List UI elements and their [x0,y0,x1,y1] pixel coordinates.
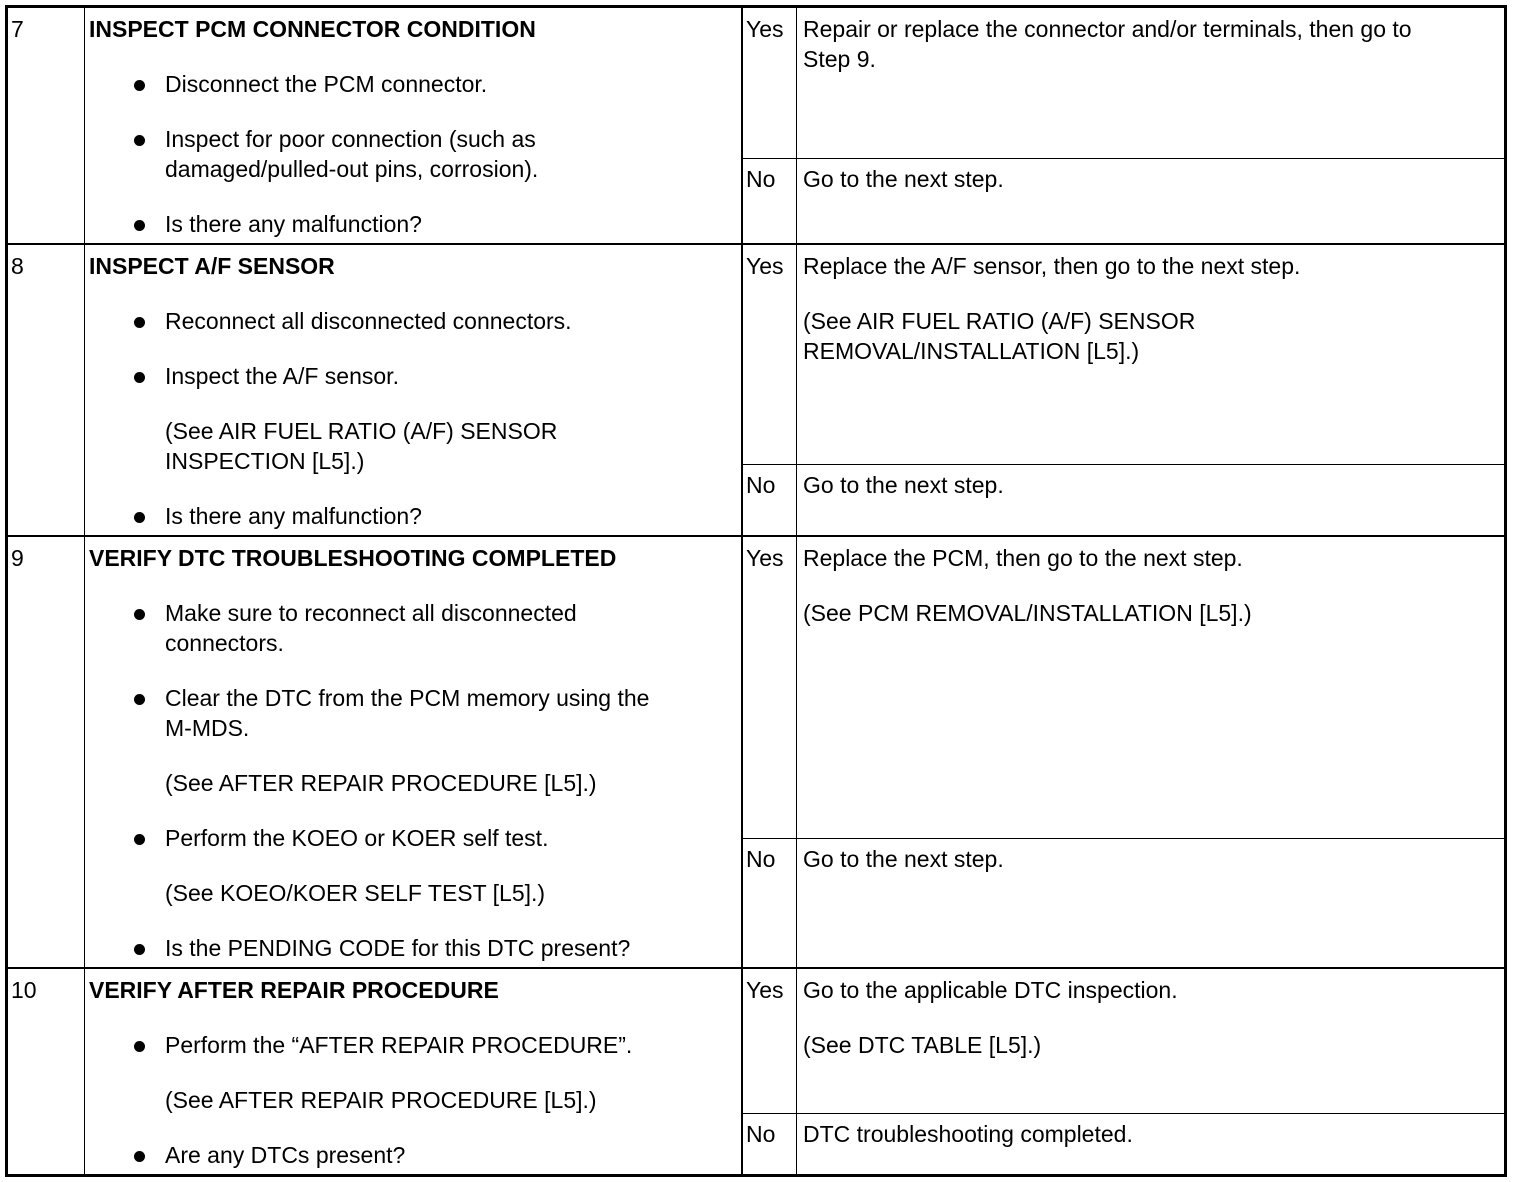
bullet-icon [134,944,145,955]
yes-action-line: Go to the applicable DTC inspection. [803,977,1178,1003]
yes-branch [743,969,1504,1114]
step-row [8,537,1504,969]
bullet-icon [134,317,145,328]
yes-action-line: Step 9. [803,46,876,72]
step-item-line: INSPECTION [L5].) [165,448,365,474]
answer-cell [743,969,1504,1174]
yes-branch [743,245,1504,465]
no-action-line: Go to the next step. [803,846,1004,872]
answer-cell [743,245,1504,535]
bullet-icon [134,1041,145,1052]
step-number: 8 [11,253,24,279]
step-item-line: M-MDS. [165,715,250,741]
step-item-line: Clear the DTC from the PCM memory using the [165,685,650,711]
step-item-line: Is there any malfunction? [165,503,422,529]
step-body-cell [85,245,743,535]
yes-branch [743,537,1504,839]
answer-cell [743,8,1504,243]
step-item-line: Inspect the A/F sensor. [165,363,399,389]
yes-label: Yes [746,16,784,42]
no-label: No [746,846,776,872]
step-item-line: connectors. [165,630,284,656]
no-branch [743,159,1504,243]
bullet-icon [134,135,145,146]
step-item-line: Disconnect the PCM connector. [165,71,488,97]
step-item-line: Is there any malfunction? [165,211,422,237]
no-label: No [746,472,776,498]
step-number: 10 [11,977,37,1003]
no-action-line: Go to the next step. [803,166,1004,192]
bullet-icon [134,80,145,91]
bullet-icon [134,609,145,620]
step-body-cell [85,8,743,243]
no-branch [743,839,1504,967]
step-number: 9 [11,545,24,571]
yes-label: Yes [746,977,784,1003]
step-body-cell [85,537,743,967]
answer-cell [743,537,1504,967]
bullet-icon [134,372,145,383]
no-branch [743,1114,1504,1174]
step-number-cell [8,245,85,535]
yes-action-line: Repair or replace the connector and/or terminals, then go to [803,16,1412,42]
step-number: 7 [11,16,24,42]
troubleshooting-table [5,5,1507,1177]
bullet-icon [134,512,145,523]
step-item-line: Perform the KOEO or KOER self test. [165,825,549,851]
no-action-line: DTC troubleshooting completed. [803,1121,1133,1147]
step-item-line: Inspect for poor connection (such as [165,126,536,152]
yes-label: Yes [746,545,784,571]
step-number-cell [8,969,85,1174]
step-body-cell [85,969,743,1174]
no-label: No [746,166,776,192]
bullet-icon [134,694,145,705]
step-title: INSPECT PCM CONNECTOR CONDITION [89,16,536,42]
step-item-line: damaged/pulled-out pins, corrosion). [165,156,539,182]
step-row [8,245,1504,537]
step-item-line: (See AFTER REPAIR PROCEDURE [L5].) [165,1087,597,1113]
yes-label: Yes [746,253,784,279]
bullet-icon [134,1151,145,1162]
step-number-cell [8,8,85,243]
no-action-line: Go to the next step. [803,472,1004,498]
step-item-line: Are any DTCs present? [165,1142,406,1168]
step-title: VERIFY DTC TROUBLESHOOTING COMPLETED [89,545,617,571]
step-row [8,969,1504,1174]
step-item-line: Reconnect all disconnected connectors. [165,308,572,334]
step-item-line: (See AFTER REPAIR PROCEDURE [L5].) [165,770,597,796]
yes-action-line: (See AIR FUEL RATIO (A/F) SENSOR [803,308,1196,334]
step-title: INSPECT A/F SENSOR [89,253,335,279]
step-item-line: (See KOEO/KOER SELF TEST [L5].) [165,880,546,906]
step-item-line: (See AIR FUEL RATIO (A/F) SENSOR [165,418,558,444]
yes-action-line: (See DTC TABLE [L5].) [803,1032,1042,1058]
no-label: No [746,1121,776,1147]
bullet-icon [134,834,145,845]
yes-action-line: (See PCM REMOVAL/INSTALLATION [L5].) [803,600,1252,626]
step-item-line: Make sure to reconnect all disconnected [165,600,577,626]
step-row [8,8,1504,245]
yes-branch [743,8,1504,159]
yes-action-line: Replace the A/F sensor, then go to the next step. [803,253,1301,279]
yes-action-line: Replace the PCM, then go to the next step. [803,545,1243,571]
step-item-line: Is the PENDING CODE for this DTC present? [165,935,631,961]
step-number-cell [8,537,85,967]
step-title: VERIFY AFTER REPAIR PROCEDURE [89,977,499,1003]
no-branch [743,465,1504,535]
step-item-line: Perform the “AFTER REPAIR PROCEDURE”. [165,1032,633,1058]
yes-action-line: REMOVAL/INSTALLATION [L5].) [803,338,1140,364]
bullet-icon [134,220,145,231]
